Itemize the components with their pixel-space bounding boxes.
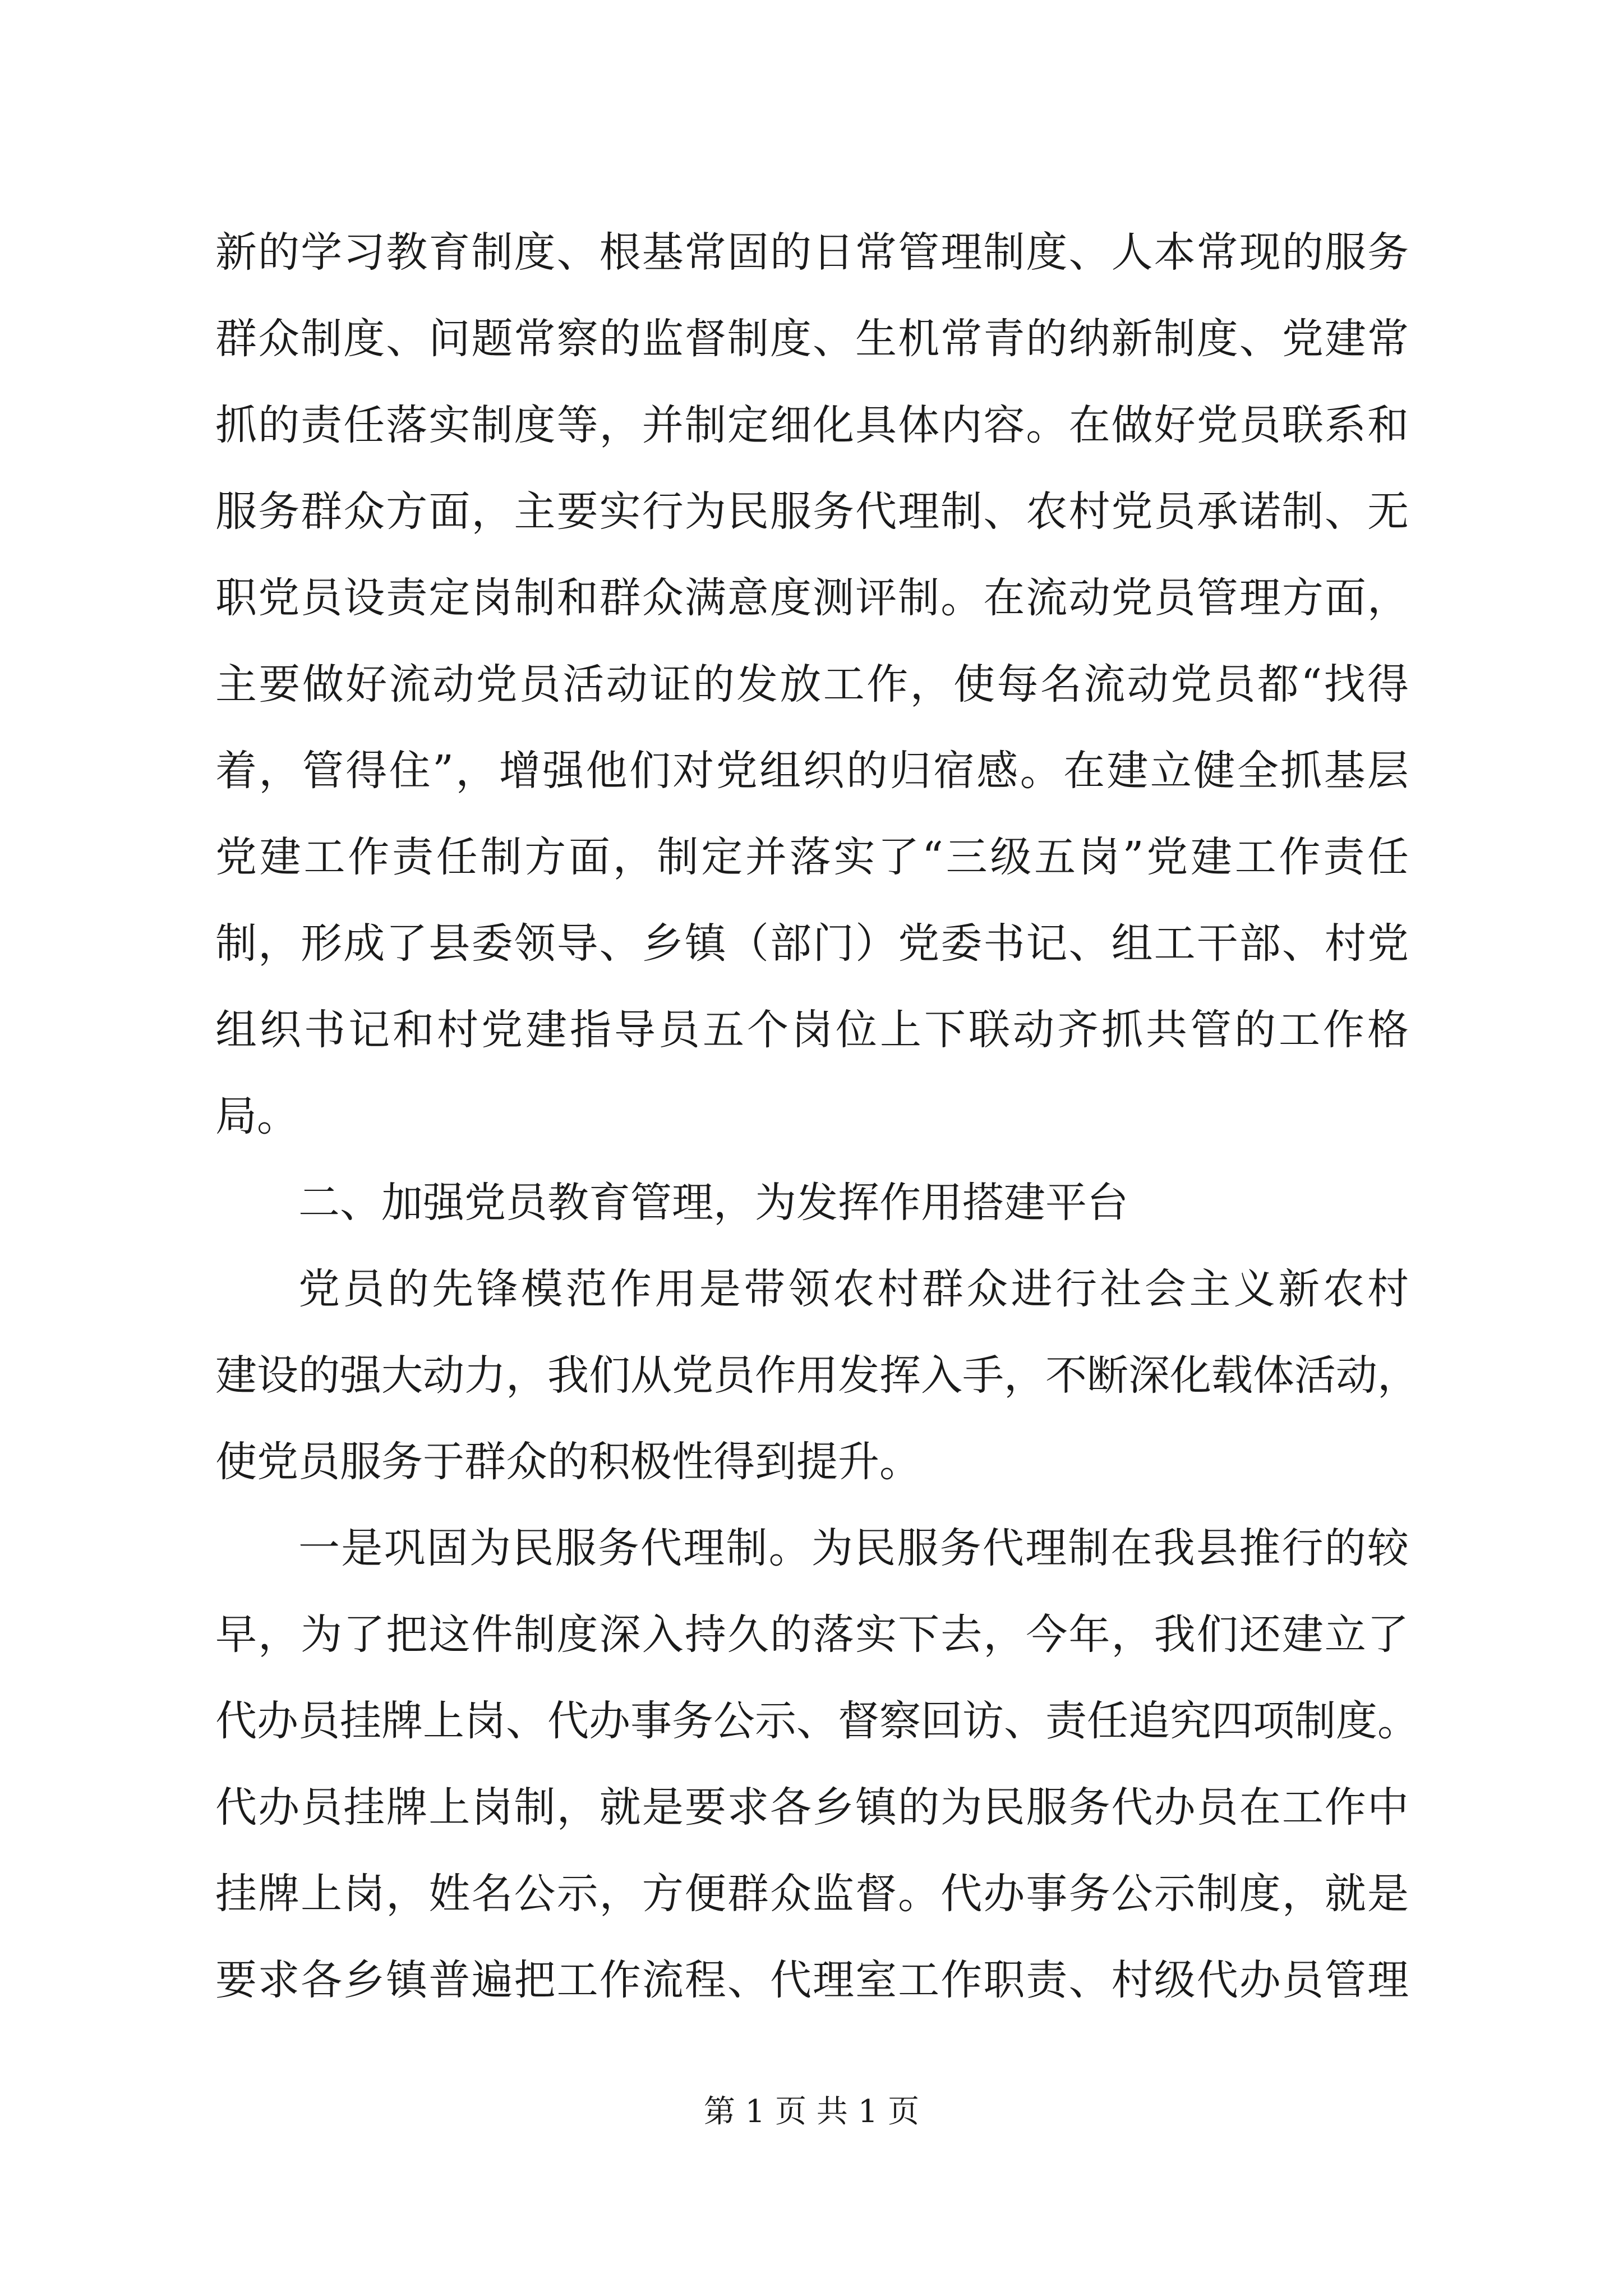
text-line: 职党员设责定岗制和群众满意度测评制。在流动党员管理方面，	[215, 574, 1409, 622]
text-line: 新的学习教育制度、根基常固的日常管理制度、人本常现的服务	[215, 228, 1409, 277]
text-line: 群众制度、问题常察的监督制度、生机常青的纳新制度、党建常	[215, 315, 1409, 363]
text-line: 挂牌上岗，姓名公示，方便群众监督。代办事务公示制度，就是	[215, 1870, 1409, 1918]
text-line: 党员的先锋模范作用是带领农村群众进行社会主义新农村	[298, 1265, 1409, 1313]
text-line: 抓的责任落实制度等，并制定细化具体内容。在做好党员联系和	[215, 401, 1409, 449]
text-line: 建设的强大动力，我们从党员作用发挥入手，不断深化载体活动，	[215, 1351, 1419, 1400]
text-line: 使党员服务于群众的积极性得到提升。	[215, 1438, 921, 1486]
text-line: 党建工作责任制方面，制定并落实了“三级五岗”党建工作责任	[215, 833, 1409, 881]
text-line: 要求各乡镇普遍把工作流程、代理室工作职责、村级代办员管理	[215, 1956, 1409, 2004]
text-line: 代办员挂牌上岗、代办事务公示、督察回访、责任追究四项制度。	[215, 1697, 1419, 1745]
text-line: 组织书记和村党建指导员五个岗位上下联动齐抓共管的工作格	[215, 1006, 1409, 1054]
text-line: 着，管得住”，增强他们对党组织的归宿感。在建立健全抓基层	[215, 747, 1409, 795]
text-line: 早，为了把这件制度深入持久的落实下去，今年，我们还建立了	[215, 1611, 1409, 1659]
text-line: 代办员挂牌上岗制，就是要求各乡镇的为民服务代办员在工作中	[215, 1783, 1409, 1832]
page-footer: 第 1 页 共 1 页	[703, 2093, 920, 2130]
text-line: 一是巩固为民服务代理制。为民服务代理制在我县推行的较	[298, 1524, 1409, 1572]
section-heading: 二、加强党员教育管理，为发挥作用搭建平台	[298, 1179, 1128, 1227]
text-line: 局。	[215, 1092, 298, 1140]
text-line: 服务群众方面，主要实行为民服务代理制、农村党员承诺制、无	[215, 487, 1409, 536]
text-line: 主要做好流动党员活动证的发放工作，使每名流动党员都“找得	[215, 660, 1409, 708]
text-line: 制，形成了县委领导、乡镇（部门）党委书记、组工干部、村党	[215, 919, 1409, 968]
